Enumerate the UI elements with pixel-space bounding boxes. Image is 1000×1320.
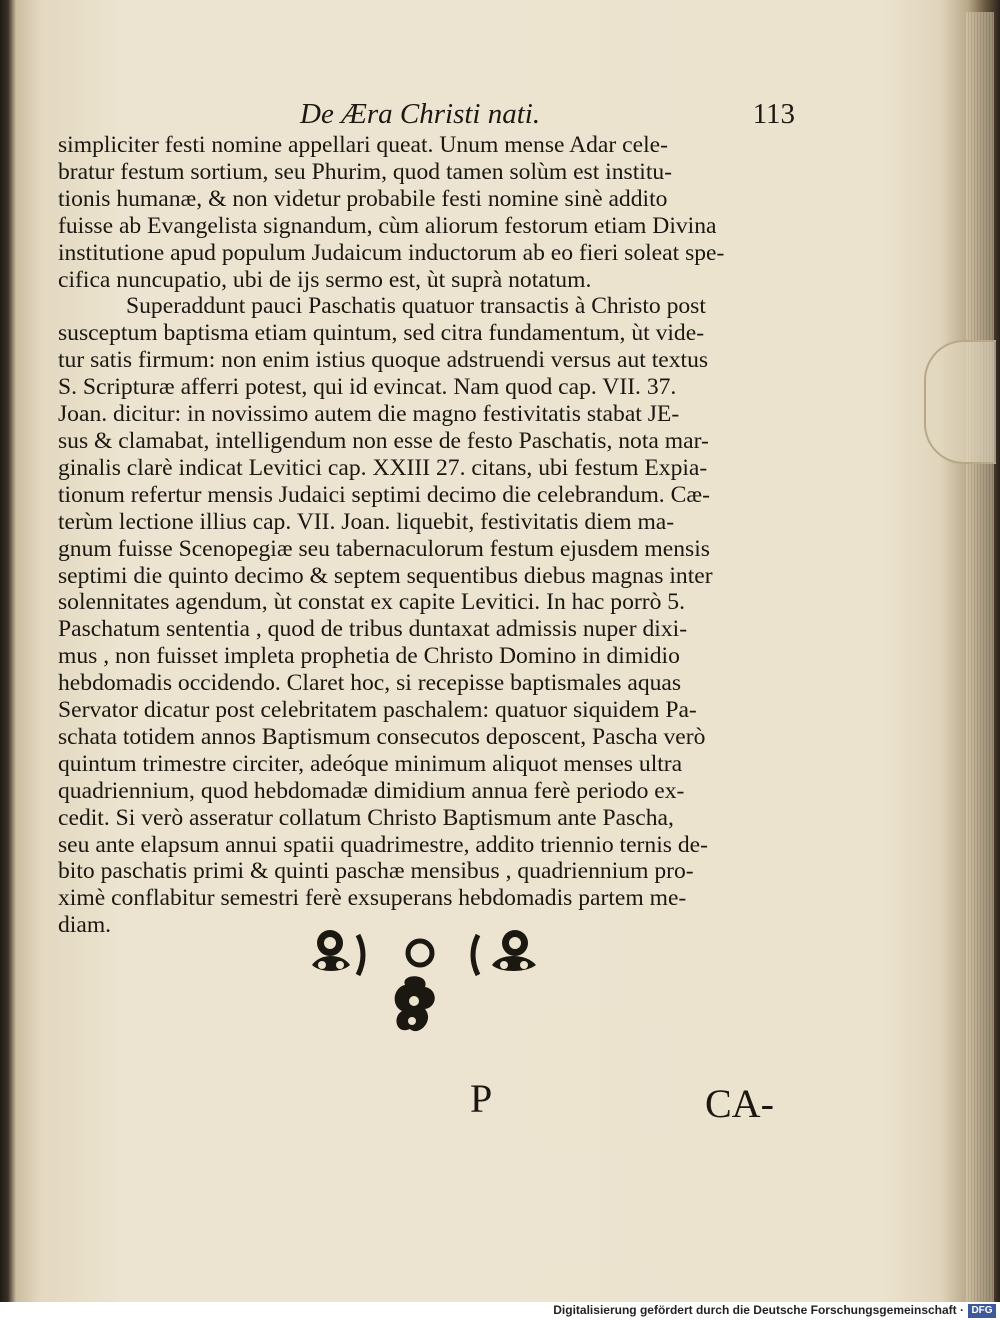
text-line: Superaddunt pauci Paschatis quatuor transactis à Christo post: [126, 293, 706, 320]
text-line: simpliciter festi nomine appellari queat. Unum mense Adar cele-: [58, 132, 668, 158]
text-line: tionum refertur mensis Judaici septimi decimo die celebrandum. Cæ-: [58, 481, 710, 508]
page-edges: [966, 12, 994, 1302]
text-line: fuisse ab Evangelista signandum, cùm aliorum festorum etiam Divina: [58, 212, 717, 239]
signature-mark: P: [470, 1076, 493, 1121]
text-line: institutione apud populum Judaicum inductorum ab eo fieri soleat spe-: [58, 239, 725, 266]
text-line: mus , non fuisset impleta prophetia de Christo Domino in dimidio: [58, 643, 680, 670]
text-line: ximè conflabitur semestri ferè exsuperans hebdomadis partem me-: [58, 885, 687, 912]
body-text: [58, 132, 780, 939]
text-line: Joan. dicitur: in novissimo autem die magno festivitatis stabat JE-: [58, 401, 680, 428]
text-line: cifica nuncupatio, ubi de ijs sermo est, ùt suprà notatum.: [58, 266, 592, 293]
text-line: S. Scripturæ afferri potest, qui id evincat. Nam quod cap. VII. 37.: [58, 374, 677, 401]
text-line: seu ante elapsum annui spatii quadrimestre, addito triennio ternis de-: [58, 831, 708, 858]
text-line: bratur festum sortium, seu Phurim, quod tamen solùm est institu-: [58, 158, 673, 185]
text-line: gnum fuisse Scenopegiæ seu tabernaculorum festum ejusdem mensis: [58, 535, 710, 562]
catchword: CA-: [705, 1081, 774, 1126]
text-line: solennitates agendum, ùt constat ex capite Levitici. In hac porrò 5.: [58, 589, 685, 616]
text-line: quadriennium, quod hebdomadæ dimidium annua ferè periodo ex-: [58, 777, 685, 804]
text-line: tionis humanæ, & non videtur probabile festi nomine sinè addito: [58, 185, 668, 212]
text-line: Servator dicatur post celebritatem paschalem: quatuor siquidem Pa-: [58, 697, 697, 724]
page-number: 113: [752, 98, 795, 130]
printers-ornament-icon: [300, 925, 550, 1045]
text-line: terùm lectione illius cap. VII. Joan. liquebit, festivitatis diem ma-: [58, 508, 675, 535]
text-line: bito paschatis primi & quinti paschæ mensibus , quadriennium pro-: [58, 858, 694, 885]
bookmark-tab: [924, 340, 996, 464]
text-line: tur satis firmum: non enim istius quoque adstruendi versus aut textus: [58, 347, 709, 374]
text-line: Paschatum sententia , quod de tribus duntaxat admissis nuper dixi-: [58, 616, 688, 643]
text-line: schata totidem annos Baptismum consecutos deposcent, Pascha verò: [58, 723, 706, 750]
text-line: quintum trimestre circiter, adeóque minimum aliquot menses ultra: [58, 750, 683, 777]
dfg-logo-icon: DFG: [968, 1304, 996, 1318]
text-line: diam.: [58, 912, 112, 939]
text-line: ginalis clarè indicat Levitici cap. XXIII 27. citans, ubi festum Expia-: [58, 454, 708, 481]
text-line: cedit. Si verò asseratur collatum Christo Baptismum ante Pascha,: [58, 804, 674, 831]
text-line: septimi die quinto decimo & septem sequentibus diebus magnas inter: [58, 562, 713, 589]
footer-credit: Digitalisierung gefördert durch die Deutsche Forschungsgemeinschaft ·: [553, 1303, 964, 1317]
running-head-title: De Æra Christi nati.: [300, 98, 541, 130]
text-line: susceptum baptisma etiam quintum, sed citra fundamentum, ùt vide-: [58, 320, 705, 347]
text-line: hebdomadis occidendo. Claret hoc, si recepisse baptismales aquas: [58, 670, 682, 697]
digitization-footer: [0, 1302, 1000, 1320]
text-line: sus & clamabat, intelligendum non esse de festo Paschatis, nota mar-: [58, 427, 709, 454]
